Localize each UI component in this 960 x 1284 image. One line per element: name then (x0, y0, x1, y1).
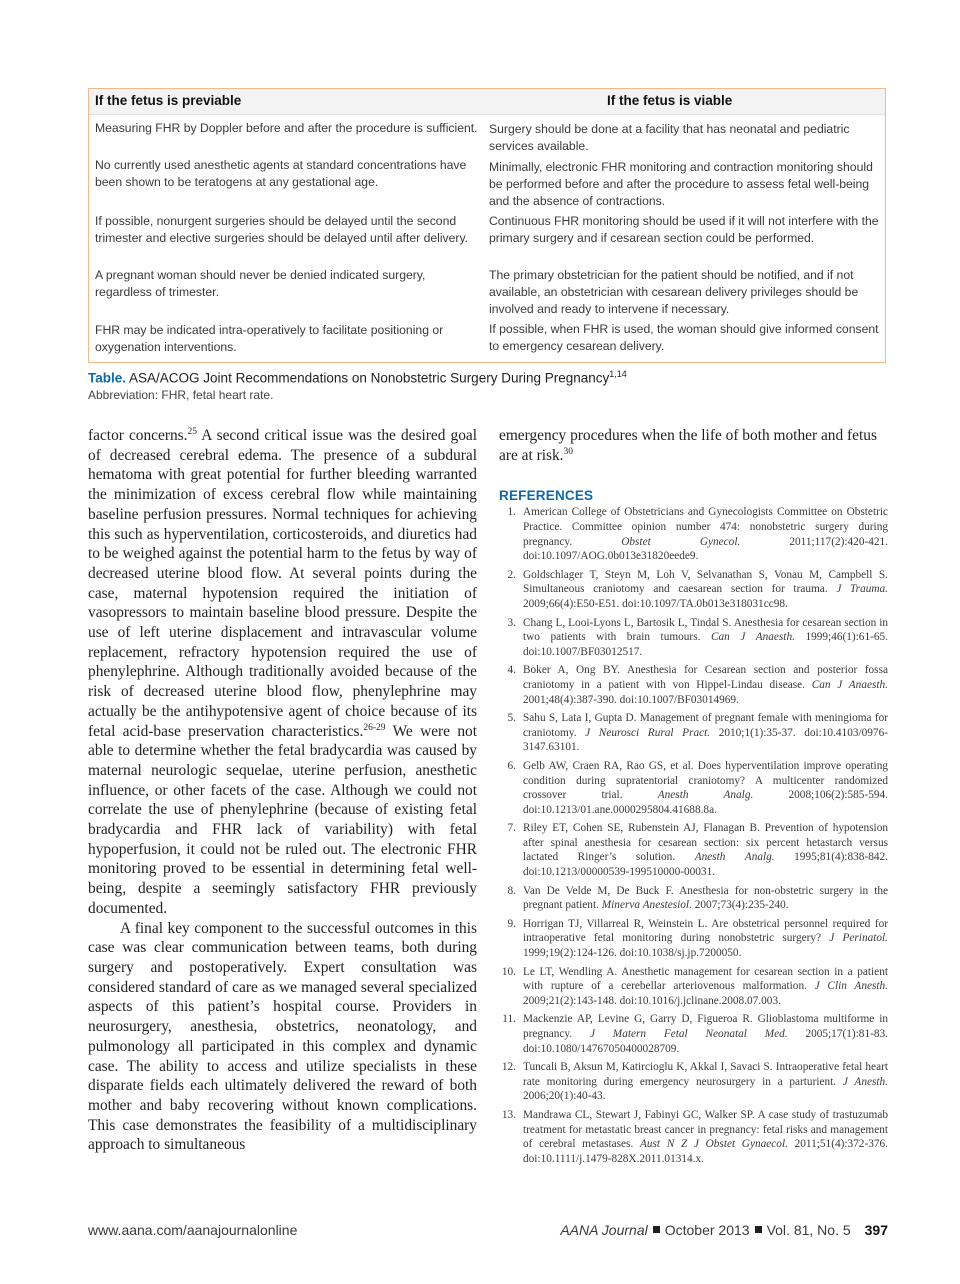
reference-text: Tuncali B, Aksun M, Katircioglu K, Akkal I, Savaci S. Intraoperative fetal heart rate monitoring during emergency neurosurgery in a parturient. (523, 1061, 888, 1088)
reference-text: Gelb AW, Craen RA, Rao GS, et al. Does hyperventilation improve operating condition during supratentorial craniotomy? A multicenter randomized crossover trial. (523, 759, 888, 802)
footer-url[interactable]: www.aana.com/aanajournalonline (88, 1222, 298, 1238)
reference-number: 2. (507, 568, 516, 581)
reference-details: 1995;81(4):838-842. doi:10.1213/00000539-199510000-00031. (523, 851, 888, 879)
reference-item (499, 1060, 888, 1104)
reference-details: 1999;19(2):124-126. doi:10.1038/sj.jp.7200050. (523, 947, 742, 960)
table-cell-left: FHR may be indicated intra-operatively to facilitate positioning or oxygenation interventions. (95, 323, 444, 354)
table-header-previable: If the fetus is previable (95, 93, 242, 108)
table-caption (88, 369, 888, 386)
body-paragraph: A final key component to the successful outcomes in this case was clear communication between teams, both during surgery and postoperatively. Expert consultation was considered standard of care as we managed several specialized aspects of this patient’s hospital course. Providers in neurosurgery, anesthesia, obstetrics, neonatology, and pulmonology all participated in this complex and dynamic case. The ability to access and utilize specialists in these disparate fields each ultimately delivered the reward of both mother and baby recovering without known complications. This case demonstrates the feasibility of a multidisciplinary approach to simultaneous (88, 919, 477, 1154)
reference-details: 2006;20(1):40-43. (523, 1090, 606, 1103)
reference-text: Chang L, Looi-Lyons L, Bartosik L, Tindal S. Anesthesia for cesarean section in two patients with brain tumours. (523, 616, 888, 644)
table-cell-right: If possible, when FHR is used, the woman should give informed consent to emergency cesarean delivery. (489, 322, 879, 353)
reference-text: Horrigan TJ, Villarreal R, Weinstein L. Are obstetrical personnel required for intraoperative fetal monitoring during nonobstetric surgery? (523, 917, 888, 945)
reference-number: 6. (507, 759, 516, 772)
reference-text: Le LT, Wendling A. Anesthetic management for cesarean section in a patient with rupture of a cerebellar arteriovenous malformation. (523, 965, 888, 993)
reference-item (499, 616, 888, 660)
table-cell-left: If possible, nonurgent surgeries should be delayed until the second trimester and elective surgeries should be delayed until after delivery. (95, 214, 469, 245)
table-cell-right: The primary obstetrician for the patient should be notified, and if not available, an obstetrician with cesarean delivery privileges should be involved and ready to intervene if necessary. (489, 268, 859, 316)
reference-details: 2008;106(2):585-594. doi:10.1213/01.ane.0000295804.41688.8a. (523, 789, 888, 816)
reference-number: 3. (507, 616, 516, 629)
table-header-viable: If the fetus is viable (607, 93, 733, 108)
footer-volume: Vol. 81, No. 5 (766, 1222, 851, 1238)
reference-number: 9. (507, 917, 516, 930)
reference-text: Van De Velde M, De Buck F. Anesthesia for non-obstetric surgery in the pregnant patient. (523, 884, 888, 912)
body-right-column (499, 426, 888, 1170)
reference-item (499, 568, 888, 612)
reference-journal: Aust N Z J Obstet Gynaecol. (639, 1138, 788, 1151)
citation: 25 (187, 426, 198, 437)
citation: 26-29 (363, 722, 386, 733)
reference-details: 2001;48(4):387-390. doi:10.1007/BF03014969. (523, 693, 739, 706)
citation: 30 (563, 446, 574, 457)
reference-details: 2007;73(4):235-240. (691, 899, 789, 912)
reference-text: Riley ET, Cohen SE, Rubenstein AJ, Flanagan B. Prevention of hypotension after spinal anesthesia for cesarean section: six percent hetastarch versus lactated Ringer’s solution. (523, 822, 888, 864)
table-abbreviation: Abbreviation: FHR, fetal heart rate. (88, 388, 274, 402)
reference-item (499, 759, 888, 817)
reference-number: 11. (502, 1013, 516, 1026)
reference-details: 1999;46(1):61-65. doi:10.1007/BF03012517. (523, 631, 888, 658)
table-caption-text: ASA/ACOG Joint Recommendations on Nonobstetric Surgery During Pregnancy (129, 370, 610, 386)
reference-item (499, 965, 888, 1009)
square-bullet-icon (755, 1226, 762, 1233)
table-caption-citation: 1,14 (609, 369, 627, 379)
reference-text: Boker A, Ong BY. Anesthesia for Cesarean section and posterior fossa craniotomy in a patient with von Hippel-Lindau disease. (523, 664, 888, 691)
reference-item (499, 917, 888, 961)
body-text: A second critical issue was the desired goal of decreased cerebral edema. The presence of a subdural hematoma with great potential for further bleeding warranted the minimization of excess cerebral flow while maintaining baseline perfusion pressures. Normal techniques for achieving this such as hyperventilation, corticosteroids, and diuretics had to be weighed against the potential harm to the fetus by way of decreased uterine blood flow. At several points during the case, maternal hypotension required the initiation of vasopressors to maintain baseline blood pressure. Despite the use of left uterine displacement and intravascular volume replacement, refractory hypotension required the use of phenylephrine. Although traditionally avoided because of the risk of decreased uterine blood flow, phenylephrine may actually be the antihypotensive agent of choice because of its fetal acid-base preservation characteristics. (88, 427, 477, 740)
reference-number: 10. (501, 965, 516, 978)
square-bullet-icon (653, 1226, 660, 1233)
table-cell-right: Continuous FHR monitoring should be used if it will not interfere with the primary surgery and if cesarean section could be performed. (489, 214, 879, 245)
reference-journal: J Matern Fetal Neonatal Med. (589, 1028, 788, 1040)
reference-item (499, 884, 888, 913)
reference-item (499, 1012, 888, 1056)
reference-journal: Anesth Analg. (657, 789, 754, 802)
reference-text: Sahu S, Lata I, Gupta D. Management of pregnant female with meningioma for craniotomy. (523, 712, 888, 739)
recommendations-table (88, 88, 886, 363)
reference-item (499, 821, 888, 879)
reference-journal: Can J Anaesth. (811, 678, 888, 691)
table-caption-label: Table. (88, 370, 127, 386)
references-list (499, 505, 888, 1166)
table-cell-right: Surgery should be done at a facility that has neonatal and pediatric services available. (489, 122, 850, 153)
reference-number: 1. (507, 506, 516, 519)
reference-details: 2005;17(1):81-83. doi:10.1080/14767050400028709. (523, 1028, 888, 1055)
body-text: emergency procedures when the life of both mother and fetus are at risk. (499, 427, 877, 464)
reference-number: 12. (501, 1061, 516, 1074)
footer-date: October 2013 (664, 1222, 750, 1238)
reference-number: 8. (507, 884, 516, 897)
reference-item (499, 711, 888, 755)
reference-details: 2009;21(2):143-148. doi:10.1016/j.jclinane.2008.07.003. (523, 994, 781, 1007)
page-number: 397 (864, 1222, 888, 1238)
reference-journal: Anesth Analg. (694, 851, 775, 864)
body-paragraph (88, 426, 477, 919)
table-header-row (89, 89, 885, 115)
reference-journal: J Clin Anesth. (814, 980, 888, 993)
reference-number: 4. (507, 664, 516, 677)
reference-journal: J Trauma. (836, 583, 888, 596)
reference-number: 5. (507, 712, 516, 725)
reference-number: 13. (501, 1108, 516, 1121)
reference-details: 2011;117(2):420-421. doi:10.1097/AOG.0b013e31820eede9. (523, 535, 888, 563)
reference-journal: J Neurosci Rural Pract. (585, 726, 711, 739)
reference-details: 2010;1(1):35-37. doi:10.4103/0976-3147.63101. (523, 726, 888, 754)
reference-text: American College of Obstetricians and Gynecologists Committee on Obstetric Practice. Committee opinion number 474: nonobstetric surgery during pregnancy. (523, 506, 888, 548)
table-cell-left: A pregnant woman should never be denied indicated surgery, regardless of trimester. (95, 268, 426, 299)
reference-details: 2009;66(4):E50-E51. doi:10.1097/TA.0b013e318031cc98. (523, 597, 788, 610)
table-cell-right: Minimally, electronic FHR monitoring and contraction monitoring should be performed before and after the procedure to assess fetal well-being and the absence of contractions. (489, 160, 873, 208)
reference-text: Mandrawa CL, Stewart J, Fabinyi GC, Walker SP. A case study of trastuzumab treatment for metastatic breast cancer in pregnancy: fetal risks and management of cerebral metastases. (523, 1108, 888, 1151)
body-paragraph (499, 426, 888, 465)
table-cell-left: Measuring FHR by Doppler before and after the procedure is sufficient. (95, 121, 478, 135)
footer-info (560, 1222, 888, 1238)
reference-journal: Minerva Anestesiol. (601, 899, 692, 912)
reference-item (499, 1108, 888, 1166)
table-cell-left: No currently used anesthetic agents at standard concentrations have been shown to be teratogens at any gestational age. (95, 158, 467, 189)
reference-journal: Can J Anaesth. (710, 631, 795, 644)
footer-journal: AANA Journal (560, 1222, 648, 1238)
references-heading: REFERENCES (499, 488, 594, 504)
reference-text: Mackenzie AP, Levine G, Garry D, Figueroa R. Glioblastoma multiforme in pregnancy. (523, 1013, 888, 1040)
body-left-column (88, 426, 477, 1155)
reference-item (499, 505, 888, 563)
reference-text: Goldschlager T, Steyn M, Loh V, Selvanathan S, Vonau M, Campbell S. Simultaneous craniotomy and caesarean section for trauma. (523, 568, 888, 596)
reference-journal: Obstet Gynecol. (621, 535, 741, 548)
body-text: factor concerns. (88, 427, 188, 444)
reference-number: 7. (507, 822, 516, 835)
reference-journal: J Anesth. (842, 1075, 888, 1088)
reference-item (499, 663, 888, 707)
reference-details: 2011;51(4):372-376. doi:10.1111/j.1479-828X.2011.01314.x. (523, 1138, 888, 1165)
body-text: We were not able to determine whether the fetal bradycardia was caused by maternal neurologic sequelae, uterine perfusion, anesthetic influence, or other facets of the case. Although we could not correlate the use of phenylephrine (because of existing fetal bradycardia and FHR lack of variability) with fetal hypoperfusion, it could not be ruled out. The electronic FHR monitoring proved to be essential in determining fetal well-being, despite a seemingly satisfactory FHR previously documented. (88, 722, 477, 917)
reference-journal: J Perinatol. (829, 932, 888, 945)
